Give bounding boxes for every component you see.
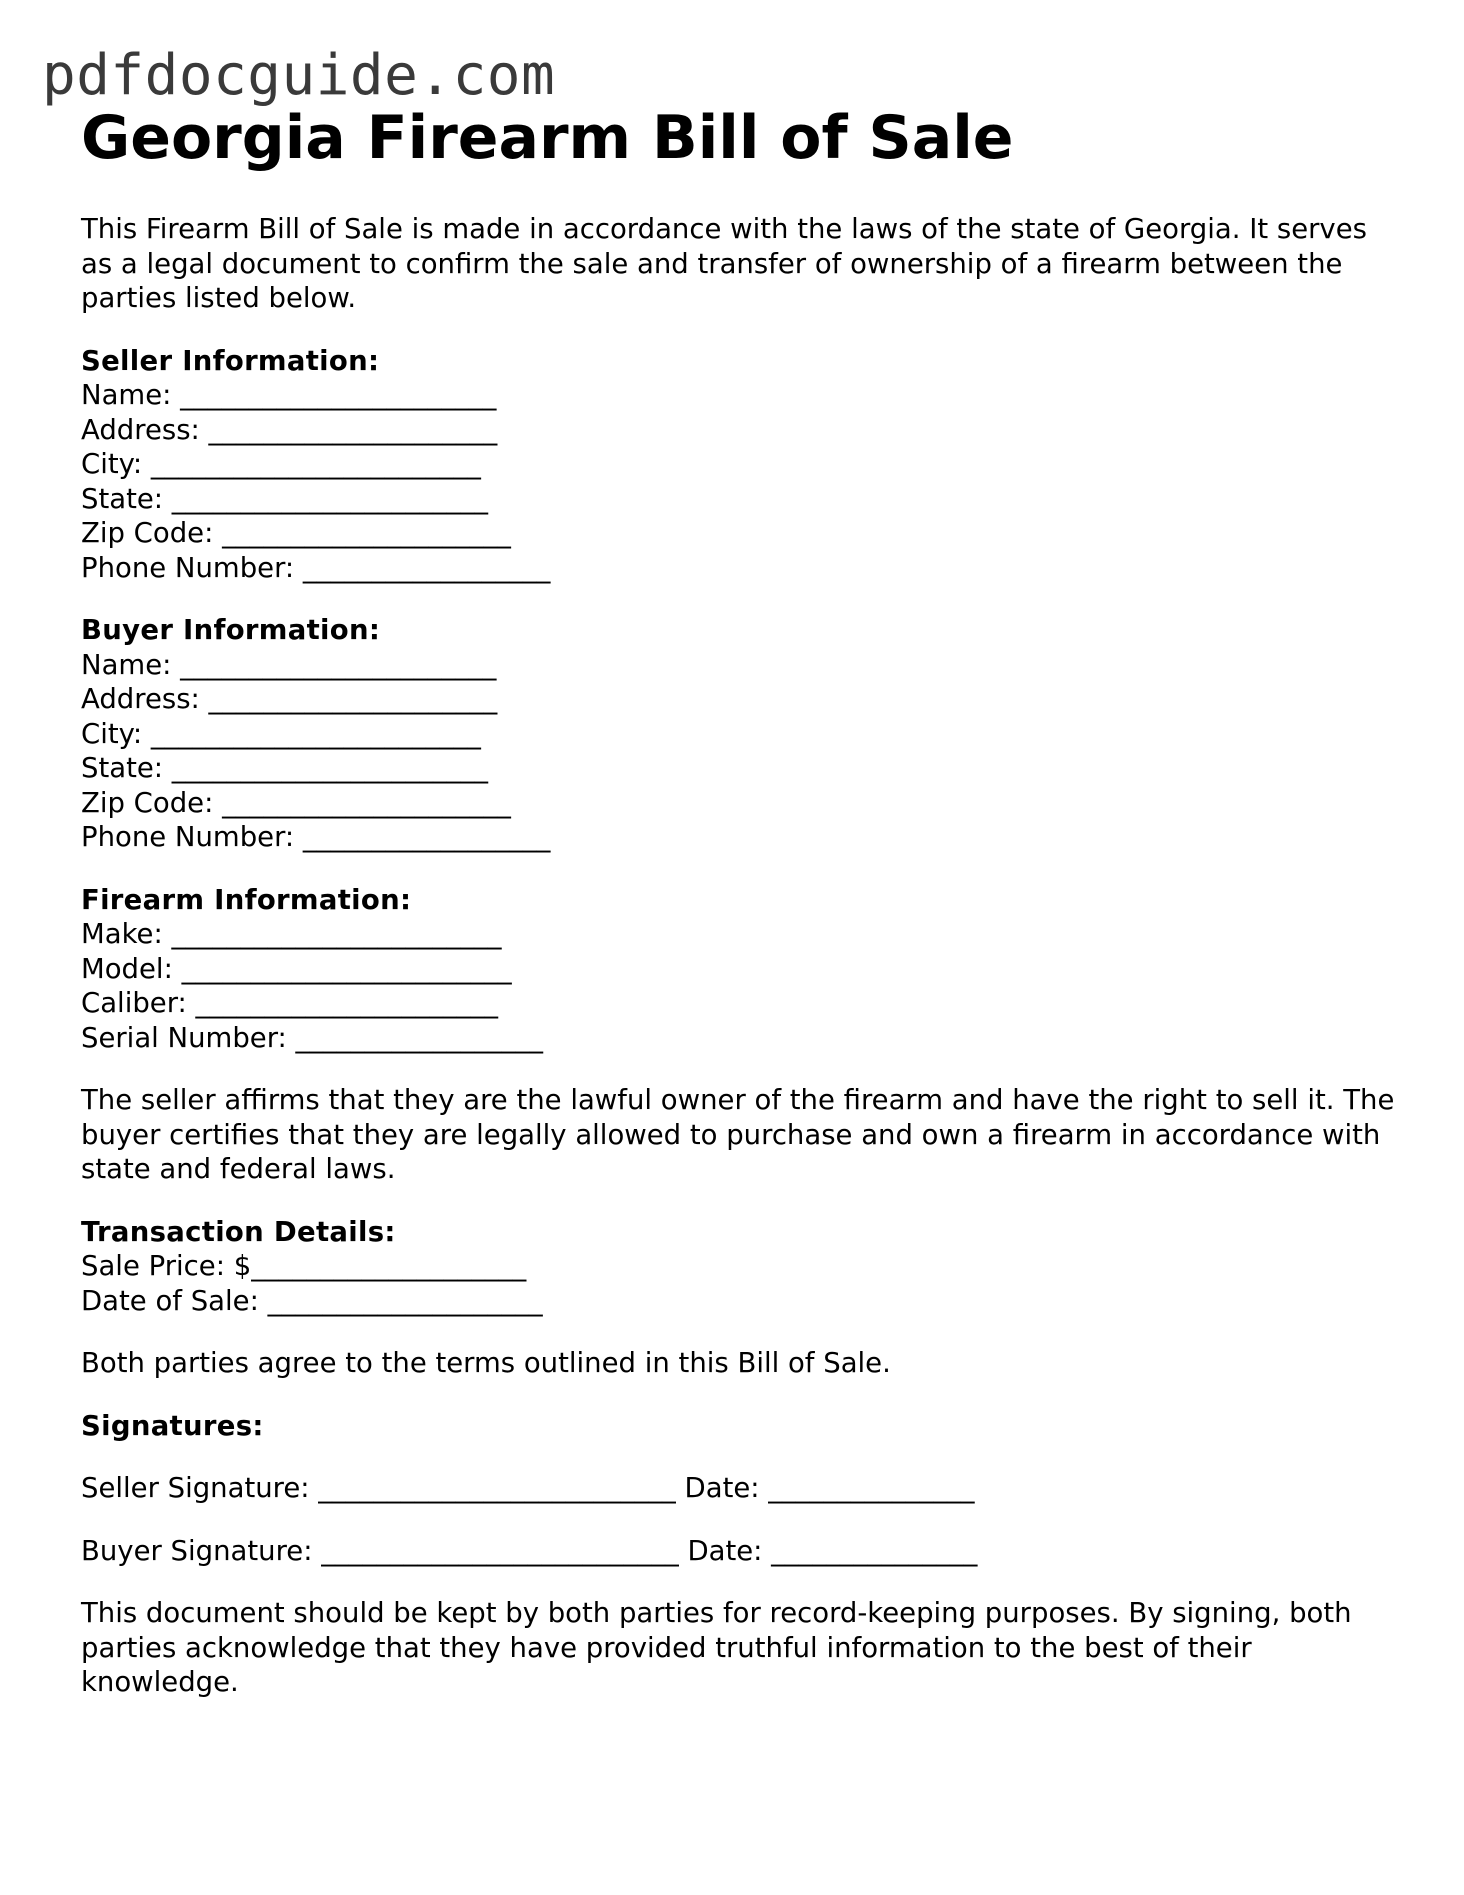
buyer-signature-line[interactable]: Buyer Signature: __________________________ Date: _______________ (81, 1534, 978, 1567)
document-body (81, 102, 1401, 1700)
firearm-serial-field[interactable]: Serial Number: __________________ (81, 1021, 544, 1054)
date-of-sale-field[interactable]: Date of Sale: ____________________ (81, 1284, 543, 1317)
buyer-name-field[interactable]: Name: _______________________ (81, 648, 497, 681)
buyer-zip-field[interactable]: Zip Code: _____________________ (81, 786, 511, 819)
agreement-paragraph: Both parties agree to the terms outlined in this Bill of Sale. (81, 1347, 891, 1379)
seller-zip-field[interactable]: Zip Code: _____________________ (81, 517, 511, 549)
closing-paragraph: This document should be kept by both parties for record-keeping purposes. By signing, both parties acknowledge that they have provided truthful information to the best of their knowledge. (81, 1597, 1352, 1698)
buyer-address-field[interactable]: Address: _____________________ (81, 683, 498, 715)
buyer-section (81, 613, 1401, 855)
signatures-section (81, 1409, 1401, 1569)
buyer-phone-field[interactable]: Phone Number: __________________ (81, 821, 551, 853)
seller-state-field[interactable]: State: _______________________ (81, 482, 489, 515)
watermark: pdfdocguide.com (42, 43, 556, 108)
buyer-heading: Buyer Information: (81, 614, 381, 646)
page-title: Georgia Firearm Bill of Sale (81, 103, 1014, 173)
firearm-model-field[interactable]: Model: ________________________ (81, 952, 512, 985)
seller-address-field[interactable]: Address: _____________________ (81, 413, 498, 446)
sale-price-field[interactable]: Sale Price: $____________________ (81, 1250, 527, 1282)
intro-paragraph: This Firearm Bill of Sale is made in accordance with the laws of the state of Georgia. It serves as a legal document to confirm the sale and transfer of ownership of a firearm between the parties listed below. (81, 213, 1367, 314)
seller-name-field[interactable]: Name: _______________________ (81, 379, 497, 411)
seller-city-field[interactable]: City: ________________________ (81, 448, 481, 480)
seller-heading: Seller Information: (81, 344, 380, 377)
firearm-make-field[interactable]: Make: ________________________ (81, 918, 502, 950)
firearm-heading: Firearm Information: (81, 883, 412, 916)
buyer-city-field[interactable]: City: ________________________ (81, 717, 481, 750)
transaction-heading: Transaction Details: (81, 1215, 396, 1248)
signatures-heading: Signatures: (81, 1409, 264, 1442)
seller-signature-line[interactable]: Seller Signature: __________________________ Date: _______________ (81, 1472, 975, 1504)
seller-section (81, 344, 1401, 586)
seller-phone-field[interactable]: Phone Number: __________________ (81, 551, 551, 584)
transaction-section (81, 1215, 1401, 1319)
firearm-caliber-field[interactable]: Caliber: ______________________ (81, 987, 499, 1019)
buyer-state-field[interactable]: State: _______________________ (81, 752, 489, 784)
firearm-section (81, 883, 1401, 1056)
affirmation-paragraph: The seller affirms that they are the lawful owner of the firearm and have the right to sell it. The buyer certifies that they are legally allowed to purchase and own a firearm in accordance with state and federal laws. (81, 1084, 1395, 1185)
